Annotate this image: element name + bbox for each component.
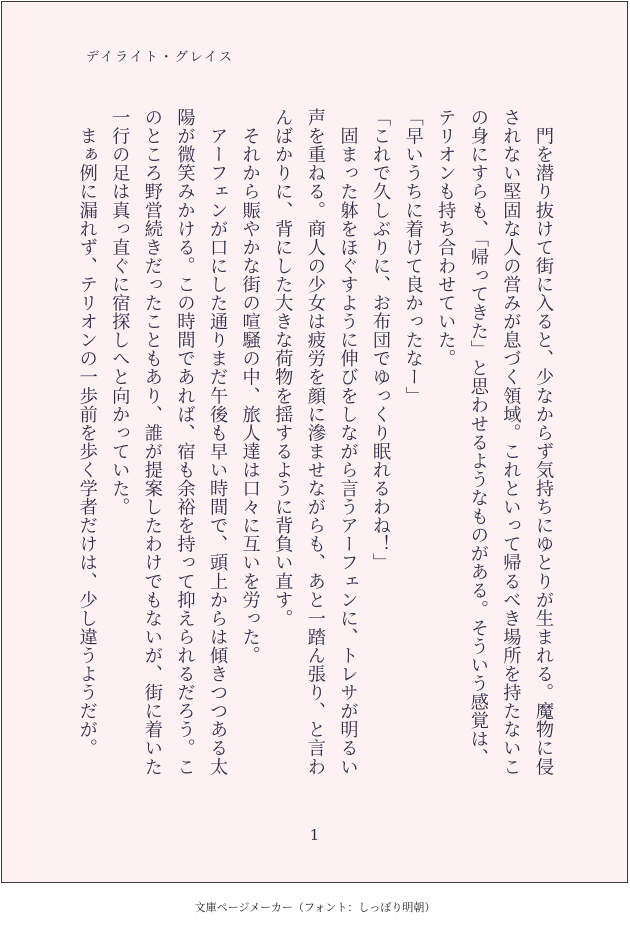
text-line: テリオンも持ち合わせていた。 <box>435 108 457 368</box>
text-line: の身にすらも、「帰ってきた」と思わせるようなものがある。そういう感覚は、 <box>467 108 489 767</box>
text-line: んばかりに、背にした大きな荷物を揺するように背負い直す。 <box>272 108 294 628</box>
book-page <box>1 1 628 883</box>
running-header: デイライト・グレイス <box>86 50 234 65</box>
text-line: 一行の足は真っ直ぐに宿探しへと向かっていた。 <box>109 108 131 517</box>
footer-credit: 文庫ページメーカー（フォント：しっぽり明朝） <box>194 901 436 914</box>
text-line: されない堅固な人の営みが息づく領域。これといって帰るべき場所を持たないこ <box>500 108 522 776</box>
text-line: 「これで久しぶりに、お布団でゆっくり眠れるわね！」 <box>370 108 392 572</box>
text-line: 陽が微笑みかける。この時間であれば、宿も余裕を持って抑えられるだろう。こ <box>174 108 196 776</box>
text-line: それから賑やかな街の喧騒の中、旅人達は口々に互いを労った。 <box>239 108 261 665</box>
text-line: 「早いうちに着けて良かったなー」 <box>402 108 424 405</box>
page-number: 1 <box>309 826 320 844</box>
text-line: 声を重ねる。商人の少女は疲労を顔に滲ませながらも、あと一踏ん張り、と言わ <box>304 108 326 776</box>
text-line: 門を潜り抜けて街に入ると、少なからず気持ちにゆとりが生まれる。魔物に侵 <box>533 108 554 776</box>
text-line: のところ野営続きだったこともあり、誰が提案したわけでもないが、街に着いた <box>141 108 163 776</box>
vertical-body-text <box>70 108 559 788</box>
text-line: アーフェンが口にした通りまだ午後も早い時間で、頭上からは傾きつつある太 <box>207 108 229 776</box>
text-line: 固まった躰をほぐすように伸びをしながら言うアーフェンに、トレサが明るい <box>337 108 359 776</box>
text-line: まぁ例に漏れず、テリオンの一歩前を歩く学者だけは、少し違うようだが。 <box>76 108 98 758</box>
